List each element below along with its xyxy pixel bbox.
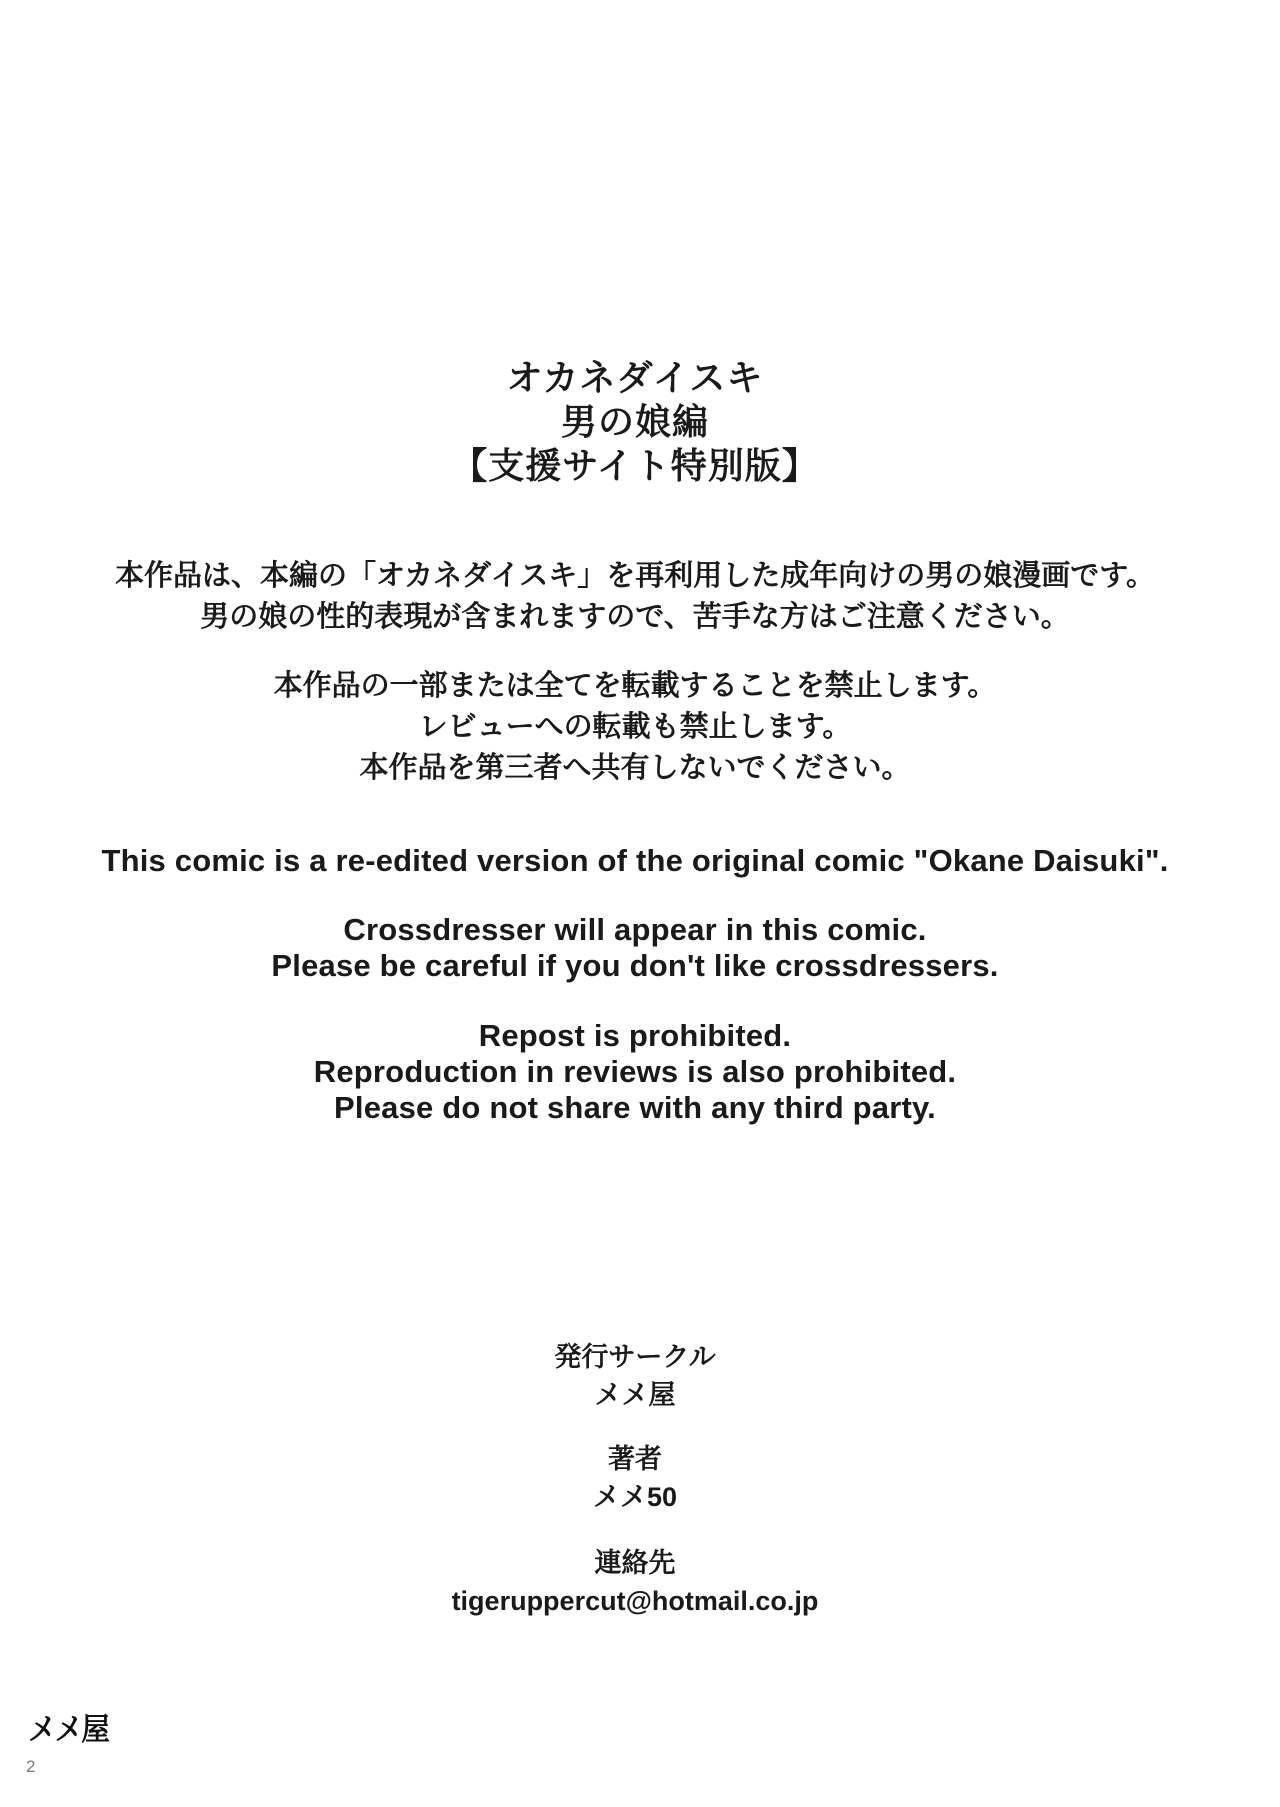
jp-notice-line: 本作品を第三者へ共有しないでください。 xyxy=(359,752,911,784)
jp-notice-line: 本作品の一部または全てを転載することを禁止します。 xyxy=(273,670,997,702)
credit-publisher-group xyxy=(0,1338,1270,1414)
en-notice-line: This comic is a re-edited version of the original comic "Okane Daisuki". xyxy=(101,843,1169,878)
circle-logo: メメ屋 xyxy=(28,1712,109,1747)
en-notice-line: Please do not share with any third party. xyxy=(334,1090,936,1125)
jp-notice-paragraph-1 xyxy=(0,556,1270,638)
credit-author-group xyxy=(0,1440,1270,1516)
en-notice-line: Please be careful if you don't like crossdressers. xyxy=(271,948,999,983)
title-subtitle: 男の娘編 xyxy=(560,401,709,442)
author-label: 著者 xyxy=(608,1444,662,1474)
title-block xyxy=(0,356,1270,488)
en-notice-paragraph-2 xyxy=(0,912,1270,984)
jp-notice-line: 男の娘の性的表現が含まれますので、苦手な方はご注意ください。 xyxy=(200,601,1070,633)
en-notice-line: Repost is prohibited. xyxy=(478,1018,792,1053)
publisher-name: メメ屋 xyxy=(594,1380,676,1410)
jp-notice-line: 本作品は、本編の「オカネダイスキ」を再利用した成年向けの男の娘漫画です。 xyxy=(115,560,1155,592)
title-main: オカネダイスキ xyxy=(506,357,764,398)
contact-label: 連絡先 xyxy=(594,1548,676,1578)
en-notice-paragraph-3 xyxy=(0,1018,1270,1126)
credit-contact-group xyxy=(0,1544,1270,1620)
jp-notice-line: レビューへの転載も禁止します。 xyxy=(418,711,852,743)
en-notice-paragraph-1 xyxy=(0,843,1270,879)
title-edition: 【支援サイト特別版】 xyxy=(451,445,819,486)
jp-notice-paragraph-2 xyxy=(0,666,1270,789)
page-number: 2 xyxy=(26,1757,36,1776)
en-notice-line: Crossdresser will appear in this comic. xyxy=(343,912,927,947)
author-name: メメ50 xyxy=(592,1482,678,1512)
publisher-label: 発行サークル xyxy=(554,1342,716,1372)
en-notice-line: Reproduction in reviews is also prohibited. xyxy=(313,1054,957,1089)
contact-email: tigeruppercut@hotmail.co.jp xyxy=(451,1586,819,1616)
